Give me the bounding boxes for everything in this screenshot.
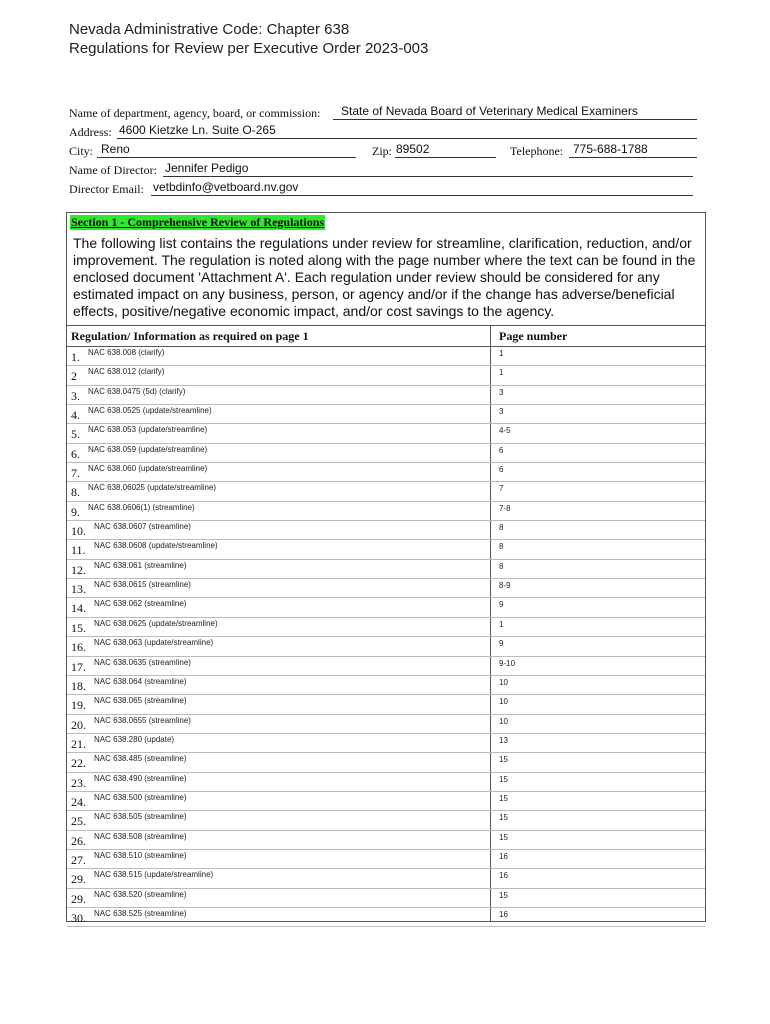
row-number: 19. xyxy=(71,698,86,713)
dept-label: Name of department, agency, board, or commission: xyxy=(69,106,321,120)
regulations-table xyxy=(67,325,705,927)
row-number: 25. xyxy=(71,814,86,829)
address-underline xyxy=(117,138,697,139)
table-row xyxy=(67,502,705,521)
row-number: 1. xyxy=(71,350,80,364)
regulation-cell: NAC 638.065 (streamline) xyxy=(94,696,187,706)
page-number-cell: 8-9 xyxy=(499,581,511,591)
row-number: 22. xyxy=(71,756,86,771)
address-label: Address: xyxy=(69,125,112,139)
regulation-cell: NAC 638.012 (clarify) xyxy=(88,367,165,377)
regulation-cell: NAC 638.490 (streamline) xyxy=(94,773,187,783)
regulation-cell: NAC 638.0635 (streamline) xyxy=(94,657,191,667)
director-row xyxy=(69,161,697,180)
row-number: 30. xyxy=(71,910,86,925)
page-number-cell: 8 xyxy=(499,523,504,533)
table-row xyxy=(67,560,705,579)
table-row xyxy=(67,579,705,598)
regulation-cell: NAC 638.0525 (update/streamline) xyxy=(88,406,212,416)
header-title: Nevada Administrative Code: Chapter 638 xyxy=(69,21,350,38)
regulation-cell: NAC 638.059 (update/streamline) xyxy=(88,444,208,454)
regulation-cell: NAC 638.008 (clarify) xyxy=(88,348,165,357)
page-number-cell: 15 xyxy=(499,793,508,803)
regulation-cell: NAC 638.062 (streamline) xyxy=(94,599,187,609)
page-number-cell: 7-8 xyxy=(499,503,511,513)
email-label: Director Email: xyxy=(69,182,144,196)
row-number: 23. xyxy=(71,775,86,790)
table-row xyxy=(67,831,705,850)
page-number-cell: 15 xyxy=(499,890,508,900)
page-number-cell: 1 xyxy=(499,619,504,629)
zip-field[interactable]: 89502 xyxy=(396,142,430,156)
table-row xyxy=(67,676,705,695)
row-number: 10. xyxy=(71,524,86,539)
telephone-field[interactable]: 775-688-1788 xyxy=(573,142,648,156)
regulation-cell: NAC 638.280 (update) xyxy=(94,734,175,744)
table-row xyxy=(67,540,705,559)
zip-underline xyxy=(395,157,496,158)
row-number: 4. xyxy=(71,408,80,423)
page-number-cell: 15 xyxy=(499,813,508,823)
page-number-cell: 10 xyxy=(499,716,508,726)
regulation-cell: NAC 638.505 (streamline) xyxy=(94,812,187,822)
table-row xyxy=(67,463,705,482)
city-field[interactable]: Reno xyxy=(101,142,130,156)
table-row xyxy=(67,424,705,443)
row-number: 29. xyxy=(71,872,86,887)
table-row xyxy=(67,889,705,908)
regulation-cell: NAC 638.063 (update/streamline) xyxy=(94,638,214,648)
page-number-cell: 13 xyxy=(499,735,508,745)
col-regulation-header: Regulation/ Information as required on page 1 xyxy=(71,329,309,343)
page-number-cell: 6 xyxy=(499,445,504,455)
director-underline xyxy=(163,176,693,177)
section-intro: The following list contains the regulations under review for streamline, clarification, reduction, and/or improvement. The regulation is noted along with the page number where the text can be found in the enclosed document 'Attachment A'. Each regulation under review should be considered for any estimated impact on any business, person, or agency and/or if the change has adverse/beneficial effects, positive/negative economic impact, and/or cost savings to the agency. xyxy=(73,235,696,319)
regulation-cell: NAC 638.0615 (streamline) xyxy=(94,580,191,590)
regulation-cell: NAC 638.0607 (streamline) xyxy=(94,522,191,532)
table-row xyxy=(67,405,705,424)
regulation-cell: NAC 638.485 (streamline) xyxy=(94,754,187,764)
telephone-underline xyxy=(569,157,697,158)
table-row xyxy=(67,869,705,888)
regulation-cell: NAC 638.06025 (update/streamline) xyxy=(88,483,217,493)
page-number-cell: 1 xyxy=(499,349,504,358)
agency-info-form xyxy=(69,104,697,199)
page-number-cell: 7 xyxy=(499,484,504,494)
table-row xyxy=(67,366,705,385)
city-row xyxy=(69,142,697,161)
row-number: 16. xyxy=(71,640,86,655)
regulation-cell: NAC 638.0475 (5d) (clarify) xyxy=(88,386,186,396)
email-field[interactable]: vetbdinfo@vetboard.nv.gov xyxy=(153,180,299,194)
row-number: 9. xyxy=(71,504,80,519)
table-row xyxy=(67,386,705,405)
address-row xyxy=(69,123,697,142)
row-number: 20. xyxy=(71,717,86,732)
regulation-cell: NAC 638.061 (streamline) xyxy=(94,560,187,570)
dept-field[interactable]: State of Nevada Board of Veterinary Medical Examiners xyxy=(341,104,638,118)
regulation-cell: NAC 638.053 (update/streamline) xyxy=(88,425,208,435)
page-number-cell: 1 xyxy=(499,368,504,378)
section-1-box xyxy=(66,212,706,925)
page-number-cell: 10 xyxy=(499,677,508,687)
row-number: 26. xyxy=(71,833,86,848)
table-row xyxy=(67,347,705,366)
table-row xyxy=(67,444,705,463)
row-number: 21. xyxy=(71,736,86,751)
row-number: 11. xyxy=(71,543,86,558)
page-number-cell: 16 xyxy=(499,851,508,861)
regulation-cell: NAC 638.064 (streamline) xyxy=(94,676,187,686)
regulation-cell: NAC 638.0625 (update/streamline) xyxy=(94,618,218,628)
row-number: 3. xyxy=(71,388,80,403)
page-number-cell: 9 xyxy=(499,600,504,610)
regulation-cell: NAC 638.0606(1) (streamline) xyxy=(88,502,195,512)
address-field[interactable]: 4600 Kietzke Ln. Suite O-265 xyxy=(119,123,276,137)
city-label: City: xyxy=(69,144,94,158)
table-row xyxy=(67,811,705,830)
page-number-cell: 16 xyxy=(499,871,508,881)
table-body xyxy=(67,347,705,927)
page-number-cell: 15 xyxy=(499,832,508,842)
header-subtitle: Regulations for Review per Executive Order 2023-003 xyxy=(69,40,429,57)
row-number: 15. xyxy=(71,620,86,635)
table-header xyxy=(67,325,705,347)
table-row xyxy=(67,482,705,501)
table-row xyxy=(67,521,705,540)
dept-underline xyxy=(333,119,697,120)
table-row xyxy=(67,908,705,927)
regulation-cell: NAC 638.510 (streamline) xyxy=(94,850,187,860)
page-number-cell: 3 xyxy=(499,407,504,417)
city-underline xyxy=(97,157,356,158)
table-row xyxy=(67,773,705,792)
row-number: 18. xyxy=(71,678,86,693)
row-number: 13. xyxy=(71,582,86,597)
dept-row xyxy=(69,104,697,123)
row-number: 12. xyxy=(71,562,86,577)
row-number: 14. xyxy=(71,601,86,616)
table-row xyxy=(67,792,705,811)
table-row xyxy=(67,734,705,753)
page-number-cell: 9-10 xyxy=(499,658,516,668)
email-underline xyxy=(151,195,693,196)
regulation-cell: NAC 638.0655 (streamline) xyxy=(94,715,191,725)
zip-label: Zip: xyxy=(372,144,392,158)
table-row xyxy=(67,753,705,772)
table-row xyxy=(67,637,705,656)
row-number: 7. xyxy=(71,466,80,481)
row-number: 8. xyxy=(71,485,80,500)
regulation-cell: NAC 638.515 (update/streamline) xyxy=(94,870,214,880)
table-row xyxy=(67,657,705,676)
page-number-cell: 16 xyxy=(499,909,508,919)
telephone-label: Telephone: xyxy=(510,144,564,158)
section-title: Section 1 - Comprehensive Review of Regulations xyxy=(71,215,325,229)
regulation-cell: NAC 638.508 (streamline) xyxy=(94,831,187,841)
page-number-cell: 3 xyxy=(499,387,504,397)
page-number-cell: 8 xyxy=(499,542,504,552)
page-number-cell: 15 xyxy=(499,774,508,784)
page-number-cell: 15 xyxy=(499,755,508,765)
page-number-cell: 8 xyxy=(499,561,504,571)
page-number-cell: 10 xyxy=(499,697,508,707)
row-number: 6. xyxy=(71,446,80,461)
table-row xyxy=(67,598,705,617)
document-header xyxy=(69,20,428,58)
row-number: 29. xyxy=(71,891,86,906)
regulation-cell: NAC 638.520 (streamline) xyxy=(94,889,187,899)
row-number: 24. xyxy=(71,794,86,809)
table-row xyxy=(67,618,705,637)
page-number-cell: 4-5 xyxy=(499,426,511,436)
row-number: 27. xyxy=(71,852,86,867)
director-label: Name of Director: xyxy=(69,163,157,177)
regulation-cell: NAC 638.0608 (update/streamline) xyxy=(94,541,218,551)
regulation-cell: NAC 638.500 (streamline) xyxy=(94,792,187,802)
page-number-cell: 6 xyxy=(499,465,504,475)
table-row xyxy=(67,850,705,869)
row-number: 5. xyxy=(71,427,80,442)
director-field[interactable]: Jennifer Pedigo xyxy=(165,161,249,175)
col-page-header: Page number xyxy=(499,329,568,343)
table-row xyxy=(67,715,705,734)
table-row xyxy=(67,695,705,714)
email-row xyxy=(69,180,697,199)
regulation-cell: NAC 638.525 (streamline) xyxy=(94,908,187,918)
row-number: 17. xyxy=(71,659,86,674)
row-number: 2 xyxy=(71,369,77,384)
regulation-cell: NAC 638.060 (update/streamline) xyxy=(88,464,208,474)
page-number-cell: 9 xyxy=(499,639,504,649)
